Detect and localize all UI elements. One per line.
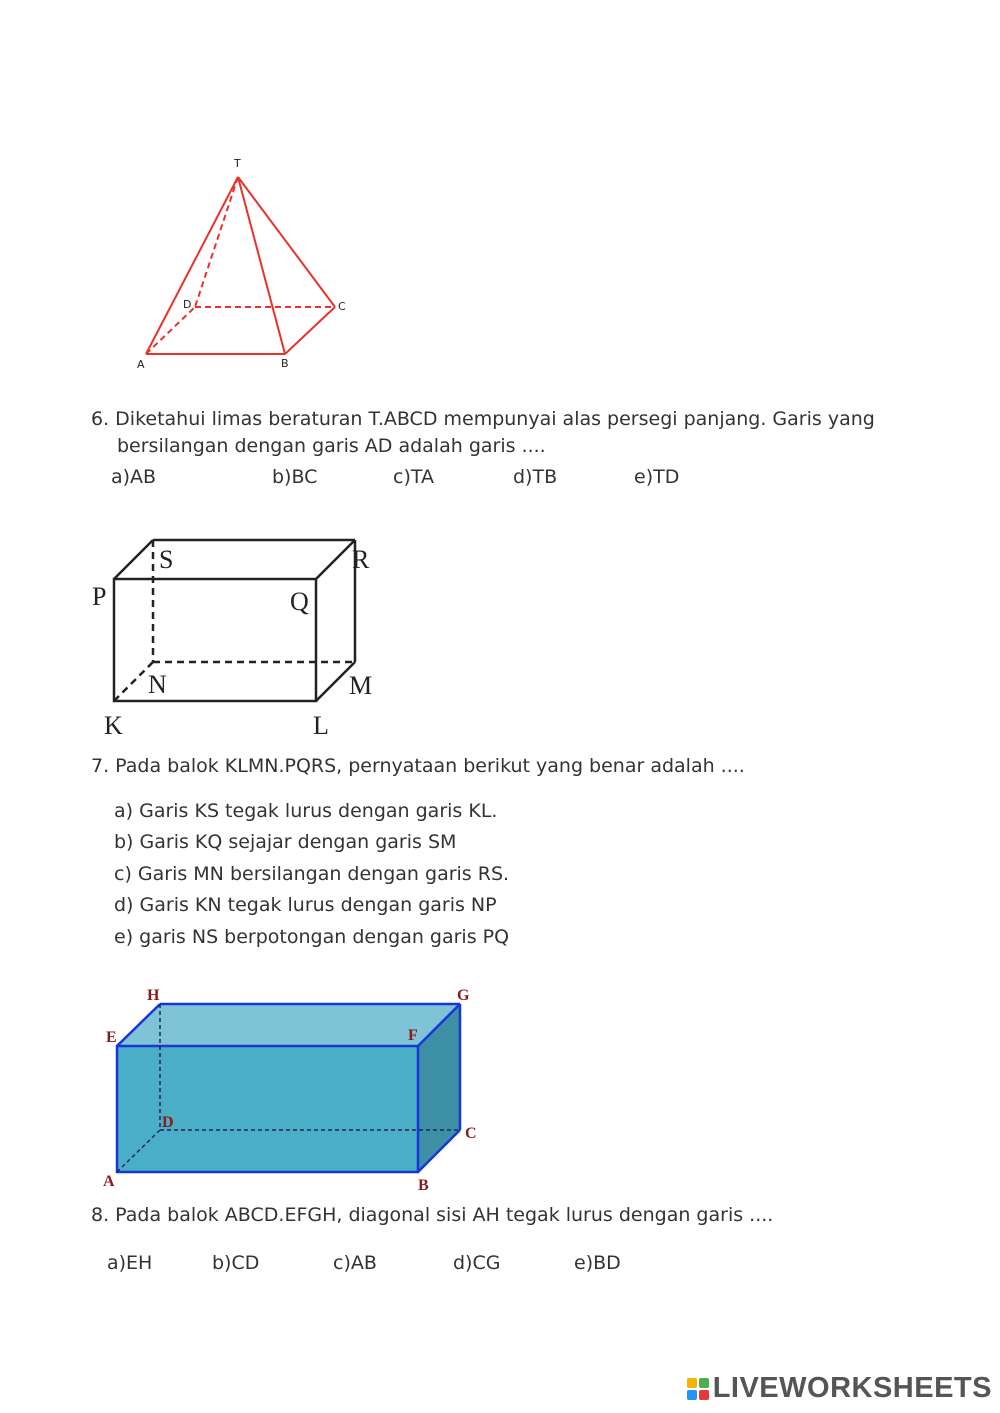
q6-option-a[interactable]: a)AB [111, 466, 157, 488]
q7-option-c[interactable]: c) Garis MN bersilangan dengan garis RS. [114, 863, 510, 885]
cuboid-klmn-figure [85, 530, 385, 745]
q6-option-b[interactable]: b)BC [272, 466, 318, 488]
label-C: C [338, 300, 346, 313]
q7-option-d[interactable]: d) Garis KN tegak lurus dengan garis NP [114, 894, 497, 916]
q7-option-b[interactable]: b) Garis KQ sejajar dengan garis SM [114, 831, 457, 853]
q7-option-e[interactable]: e) garis NS berpotongan dengan garis PQ [114, 926, 510, 948]
q8-option-e[interactable]: e)BD [574, 1252, 621, 1274]
label-H: H [147, 987, 160, 1004]
edge-TA [146, 177, 238, 354]
liveworksheets-logo-icon [687, 1378, 709, 1400]
q8-option-c[interactable]: c)AB [333, 1252, 377, 1274]
label-C: C [465, 1125, 477, 1142]
edge-TB [238, 177, 285, 354]
label-K: K [104, 711, 123, 740]
edge-QR [316, 540, 355, 579]
logo-square-3 [687, 1390, 697, 1400]
label-D: D [162, 1114, 174, 1131]
q6-option-e[interactable]: e)TD [634, 466, 680, 488]
front-face [117, 1046, 418, 1172]
label-P: P [92, 582, 107, 611]
q7-option-a[interactable]: a) Garis KS tegak lurus dengan garis KL. [114, 800, 498, 822]
cuboid-abcd-figure [95, 980, 495, 1195]
q6-option-d[interactable]: d)TB [513, 466, 558, 488]
label-B: B [281, 357, 289, 370]
label-R: R [352, 545, 370, 574]
q8-option-a[interactable]: a)EH [107, 1252, 153, 1274]
q8-option-d[interactable]: d)CG [453, 1252, 501, 1274]
label-Q: Q [290, 587, 309, 616]
logo-square-1 [687, 1378, 697, 1388]
logo-text: LIVEWORKSHEETS [712, 1372, 992, 1404]
liveworksheets-logo[interactable] [687, 1372, 992, 1405]
q8-option-b[interactable]: b)CD [212, 1252, 260, 1274]
label-S: S [159, 545, 174, 574]
label-B: B [418, 1177, 429, 1194]
label-L: L [313, 711, 329, 740]
question-7-text: 7. Pada balok KLMN.PQRS, pernyataan berikut yang benar adalah .... [91, 755, 745, 777]
label-F: F [408, 1027, 418, 1044]
edge-AD [146, 307, 195, 354]
edge-PS [114, 540, 153, 579]
question-6-line2: bersilangan dengan garis AD adalah garis .... [117, 435, 546, 457]
label-G: G [457, 987, 470, 1004]
edge-TC [238, 177, 335, 307]
question-8-text: 8. Pada balok ABCD.EFGH, diagonal sisi AH tegak lurus dengan garis .... [91, 1204, 774, 1226]
front-face [114, 579, 316, 701]
label-A: A [137, 358, 145, 371]
label-T: T [234, 157, 241, 170]
logo-square-2 [699, 1378, 709, 1388]
q6-option-c[interactable]: c)TA [393, 466, 434, 488]
label-E: E [106, 1029, 117, 1046]
label-M: M [349, 671, 373, 700]
label-A: A [103, 1173, 115, 1190]
question-6-line1: 6. Diketahui limas beraturan T.ABCD mempunyai alas persegi panjang. Garis yang [91, 408, 875, 430]
edge-TD [195, 177, 238, 307]
label-D: D [183, 298, 192, 311]
edge-BC [285, 307, 335, 354]
label-N: N [148, 670, 167, 699]
logo-square-4 [699, 1390, 709, 1400]
pyramid-figure [125, 150, 365, 380]
